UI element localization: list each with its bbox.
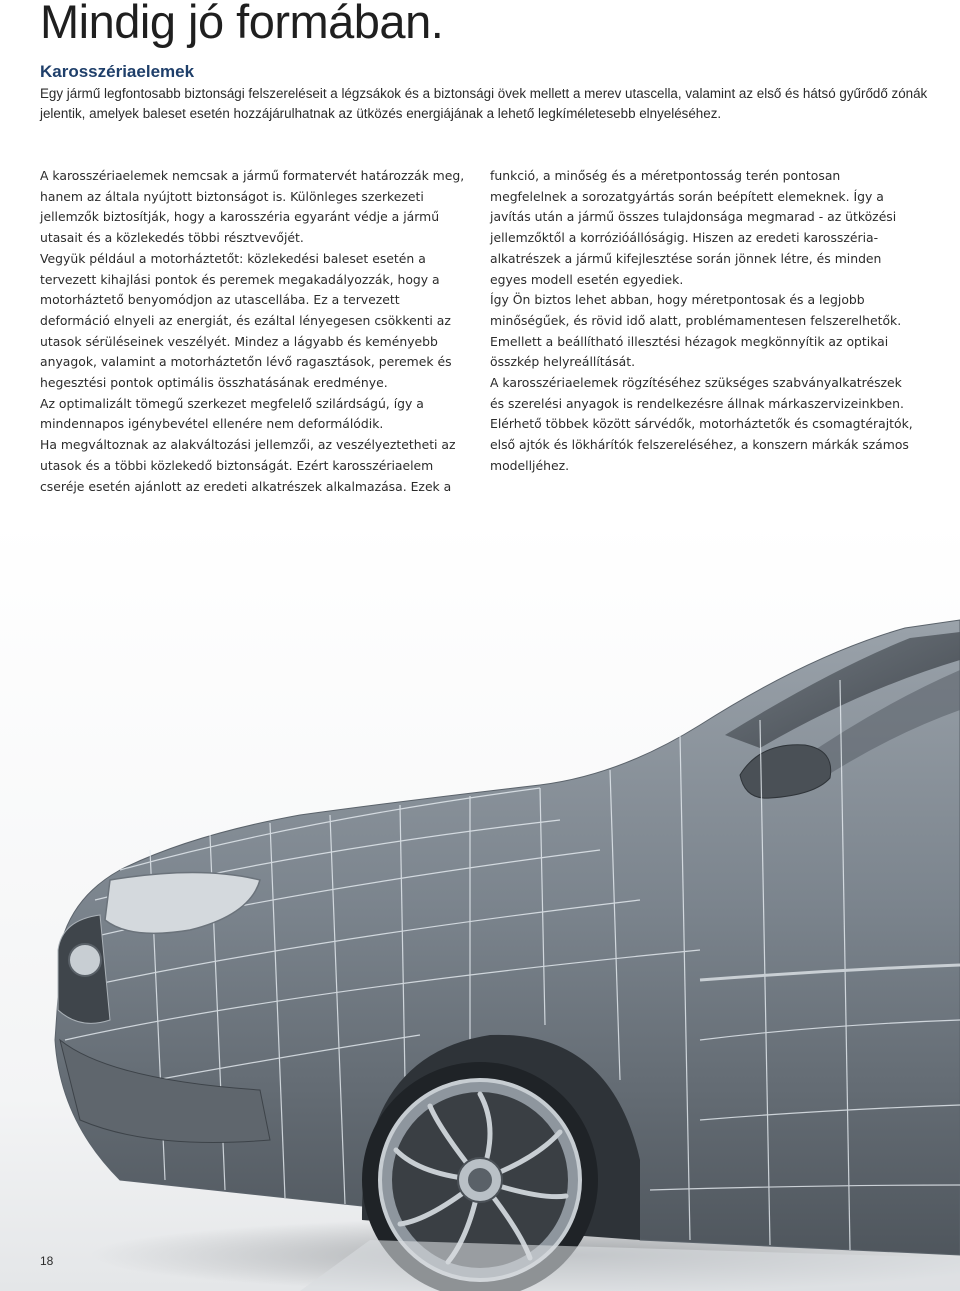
left-column xyxy=(40,166,465,497)
intro-paragraph: Egy jármű legfontosabb biztonsági felszereléseit a légzsákok és a biztonsági övek mellett a merev utascella, valamint az első és hátsó gyűrődő zónák jelentik, amelyek baleset esetén hozzájárulhatnak az ütközés energiájának a lehető legkíméletesebb elnyeléséhez. xyxy=(40,86,928,121)
right-paragraph-1: funkció, a minőség és a méretpontosság terén pontosan megfelelnek a sorozatgyártás során beépített elemeknek. Így a javítás után a jármű összes tulajdonsága megmarad - az ütközési jellemzőktől a korrózióállóságig. Hiszen az eredeti karosszéria-alkatrészek a jármű kifejlesztése során jönnek létre, és minden egyes modell esetén egyediek. xyxy=(490,168,897,287)
left-paragraph-3: Az optimalizált tömegű szerkezet megfelelő szilárdságú, így a mindennapos igénybevétel ellenére nem deformálódik. xyxy=(40,395,424,432)
left-paragraph-4: Ha megváltoznak az alakváltozási jellemzői, az veszélyeztetheti az utasok és a többi közlekedő biztonságát. Ezért karosszériaelem cseréje esetén ajánlott az eredeti alkatrészek alkalmazása. Ezek a xyxy=(40,437,456,494)
right-column xyxy=(490,166,915,477)
car-wireframe-illustration xyxy=(0,520,960,1291)
right-paragraph-2: Így Ön biztos lehet abban, hogy méretpontosak és a legjobb minőségűek, és rövid idő alatt, problémamentesen felszerelhetők. Emellett a beállítható illesztési hézagok megkönnyítik az optikai összkép helyreállítását. xyxy=(490,292,902,370)
page-number: 18 xyxy=(40,1254,54,1268)
section-heading: Karosszériaelemek xyxy=(40,62,195,81)
right-paragraph-3: A karosszériaelemek rögzítéséhez szükséges szabványalkatrészek és szerelési anyagok is rendelkezésre állnak márkaszervizeinkben. Elérhető többek között sárvédők, motorháztetők és csomagtérajtók, első ajtók és lökhárítók felszereléséhez, a konszern márkák számos modelljéhez. xyxy=(490,375,913,473)
brand-badge xyxy=(69,944,101,976)
page-title: Mindig jó formában. xyxy=(40,0,444,48)
left-paragraph-2: Vegyük például a motorháztetőt: közlekedési baleset esetén a tervezett kihajlási pontok és peremek megakadályozzák, hogy a motorháztető benyomódjon az utascellába. Ez a tervezett deformáció elnyeli az energiát, és ezáltal lényegesen csökkenti az utasok sérüléseinek veszélyét. Mindez a lágyabb és keményebb anyagok, valamint a motorháztetőn lévő ragasztások, peremek és hegesztési pontok optimális összhatásának eredménye. xyxy=(40,250,452,391)
left-paragraph-1: A karosszériaelemek nemcsak a jármű formatervét határozzák meg, hanem az általa nyújtott biztonságot is. Különleges szerkezeti jellemzők biztosítják, hogy a karosszéria egyaránt védje a jármű utasait és a közlekedés többi résztvevőjét. xyxy=(40,168,465,246)
